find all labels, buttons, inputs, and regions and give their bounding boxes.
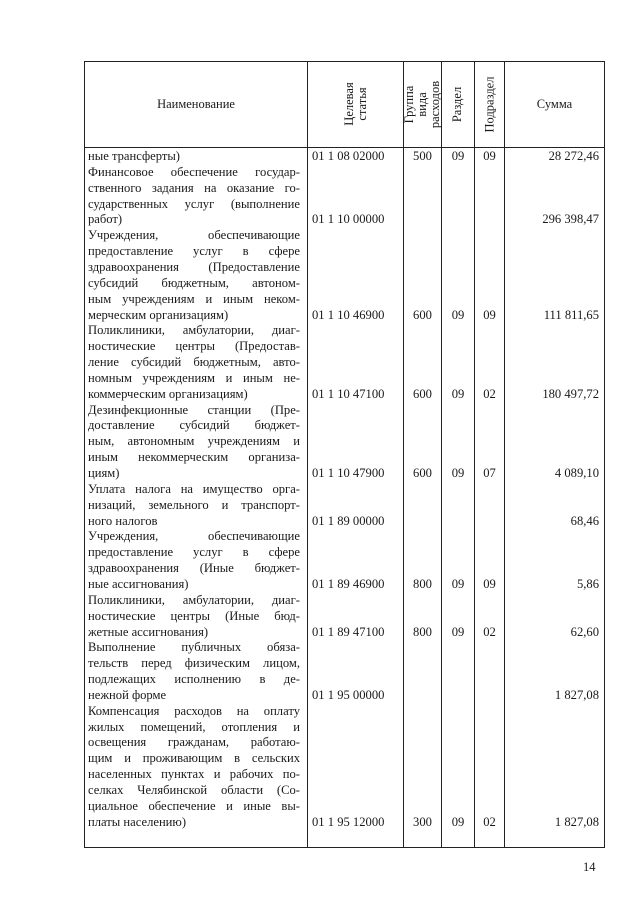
header-subsection [475, 61, 504, 147]
row-target-code: 01 1 10 47900 [312, 466, 385, 480]
row-name-line: ным, автономным учреждениям и [88, 434, 300, 449]
row-name-line: ственного задания на оказание го- [88, 180, 300, 195]
row-name-line: мерческим организациям) [88, 307, 229, 322]
row-name-line: ные трансферты) [88, 149, 181, 163]
row-name-line: щим и проживающим в сельских [88, 751, 300, 766]
row-subsection: 02 [483, 624, 496, 639]
row-name-line: циям) [88, 466, 120, 480]
row-expense-group: 500 [413, 149, 432, 163]
row-section: 09 [451, 576, 465, 591]
row-name-line: Учреждения, обеспечивающие [88, 529, 300, 544]
row-sum: 62,60 [570, 624, 599, 639]
header-section [442, 61, 474, 147]
row-sum: 1 827,08 [554, 687, 599, 702]
row-name-line: номным учреждениям и иным не- [88, 370, 300, 385]
row-name-line: сударственных услуг (выполнение [88, 196, 300, 211]
row-name-line: ностические центры (Иные бюд- [88, 608, 300, 623]
row-sum: 296 398,47 [542, 212, 599, 227]
row-name-line: освещения гражданам, работаю- [88, 735, 300, 750]
row-name-line: населенных пунктах и рабочих по- [88, 767, 300, 782]
row-sum: 1 827,08 [554, 814, 599, 829]
row-target-code: 01 1 10 46900 [312, 307, 385, 322]
row-sum: 5,86 [576, 576, 599, 591]
row-name-line: ные ассигнования) [88, 576, 189, 591]
row-name-line: подлежащих исполнению в де- [88, 672, 300, 687]
row-expense-group: 800 [413, 576, 432, 591]
header-group-text: Группа вида расходов [402, 80, 443, 128]
row-name-line: нежной форме [88, 687, 167, 702]
header-name [85, 61, 307, 147]
row-name-line: Дезинфекционные станции (Пре- [88, 402, 300, 417]
header-target-text: Целевая статья [341, 82, 369, 126]
row-name-line: коммерческим организациям) [88, 386, 248, 401]
row-sum: 4 089,10 [554, 466, 599, 480]
row-target-code: 01 1 89 00000 [312, 513, 385, 528]
row-section: 09 [451, 814, 465, 829]
row-expense-group: 600 [413, 466, 432, 480]
header-target [308, 61, 403, 147]
row-name-line: Учреждения, обеспечивающие [88, 228, 300, 243]
row-name-line: ление субсидий бюджетным, авто- [88, 355, 300, 370]
row-name-line: Компенсация расходов на оплату [88, 703, 300, 718]
row-name-line: селках Челябинской области (Со- [88, 783, 300, 797]
row-name-line: ностические центры (Предостав- [88, 339, 300, 354]
row-sum: 180 497,72 [542, 386, 599, 401]
row-name-line: здравоохранения (Предоставление [88, 259, 300, 274]
row-section: 09 [451, 149, 465, 163]
row-subsection: 09 [483, 576, 496, 591]
row-name-line: платы населению) [88, 814, 187, 829]
row-subsection: 02 [483, 814, 496, 829]
header-section-text: Раздел [450, 86, 465, 122]
row-name-line: тельств перед физическим лицом, [88, 656, 300, 671]
row-name-line: Финансовое обеспечение государ- [88, 164, 300, 179]
row-target-code: 01 1 08 02000 [312, 149, 385, 163]
row-target-code: 01 1 10 00000 [312, 212, 385, 227]
row-name-line: жилых помещений, отопления и [88, 719, 300, 734]
row-expense-group: 300 [413, 814, 432, 829]
header-subsection-text: Подраздел [482, 76, 496, 132]
row-name-line: иным некоммерческим организа- [88, 450, 300, 465]
row-section: 09 [451, 466, 465, 480]
row-name-line: предоставление услуг в сфере [88, 545, 300, 560]
row-subsection: 07 [483, 466, 496, 480]
row-name-line: Поликлиники, амбулатории, диаг- [88, 323, 300, 338]
row-expense-group: 800 [413, 624, 432, 639]
row-name-line: Поликлиники, амбулатории, диаг- [88, 592, 300, 607]
row-name-line: Выполнение публичных обяза- [88, 640, 300, 655]
row-subsection: 09 [483, 149, 496, 163]
row-name-line: работ) [88, 212, 123, 227]
row-target-code: 01 1 89 47100 [312, 624, 385, 639]
row-name-line: доставление субсидий бюджет- [88, 418, 300, 433]
row-subsection: 02 [483, 386, 496, 401]
row-name-line: циальное обеспечение и иные вы- [88, 798, 300, 813]
row-target-code: 01 1 10 47100 [312, 386, 385, 401]
row-name-line: предоставление услуг в сфере [88, 244, 300, 259]
row-section: 09 [451, 624, 465, 639]
row-target-code: 01 1 95 12000 [312, 814, 385, 829]
header-name-text: Наименование [157, 96, 235, 111]
row-name-line: Уплата налога на имущество орга- [88, 481, 300, 496]
row-name-line: ным учреждениям и иным неком- [88, 291, 300, 306]
row-name-line: жетные ассигнования) [88, 624, 209, 639]
row-section: 09 [451, 307, 465, 322]
row-name-line: здравоохранения (Иные бюджет- [88, 561, 300, 576]
row-name-line: субсидий бюджетным, автоном- [88, 275, 300, 290]
row-name-line: низаций, земельного и транспорт- [88, 497, 300, 512]
header-sum [505, 61, 604, 147]
row-name-line: ного налогов [88, 513, 158, 528]
row-expense-group: 600 [413, 307, 432, 322]
row-subsection: 09 [483, 307, 496, 322]
row-expense-group: 600 [413, 386, 432, 401]
row-target-code: 01 1 89 46900 [312, 576, 385, 591]
row-section: 09 [451, 386, 465, 401]
row-sum: 111 811,65 [543, 307, 599, 322]
row-sum: 28 272,46 [548, 149, 599, 163]
row-sum: 68,46 [570, 513, 599, 528]
header-sum-text: Сумма [536, 96, 573, 111]
page-number: 14 [583, 860, 596, 874]
header-group [404, 61, 441, 147]
budget-table [84, 61, 605, 848]
row-target-code: 01 1 95 00000 [312, 687, 385, 702]
